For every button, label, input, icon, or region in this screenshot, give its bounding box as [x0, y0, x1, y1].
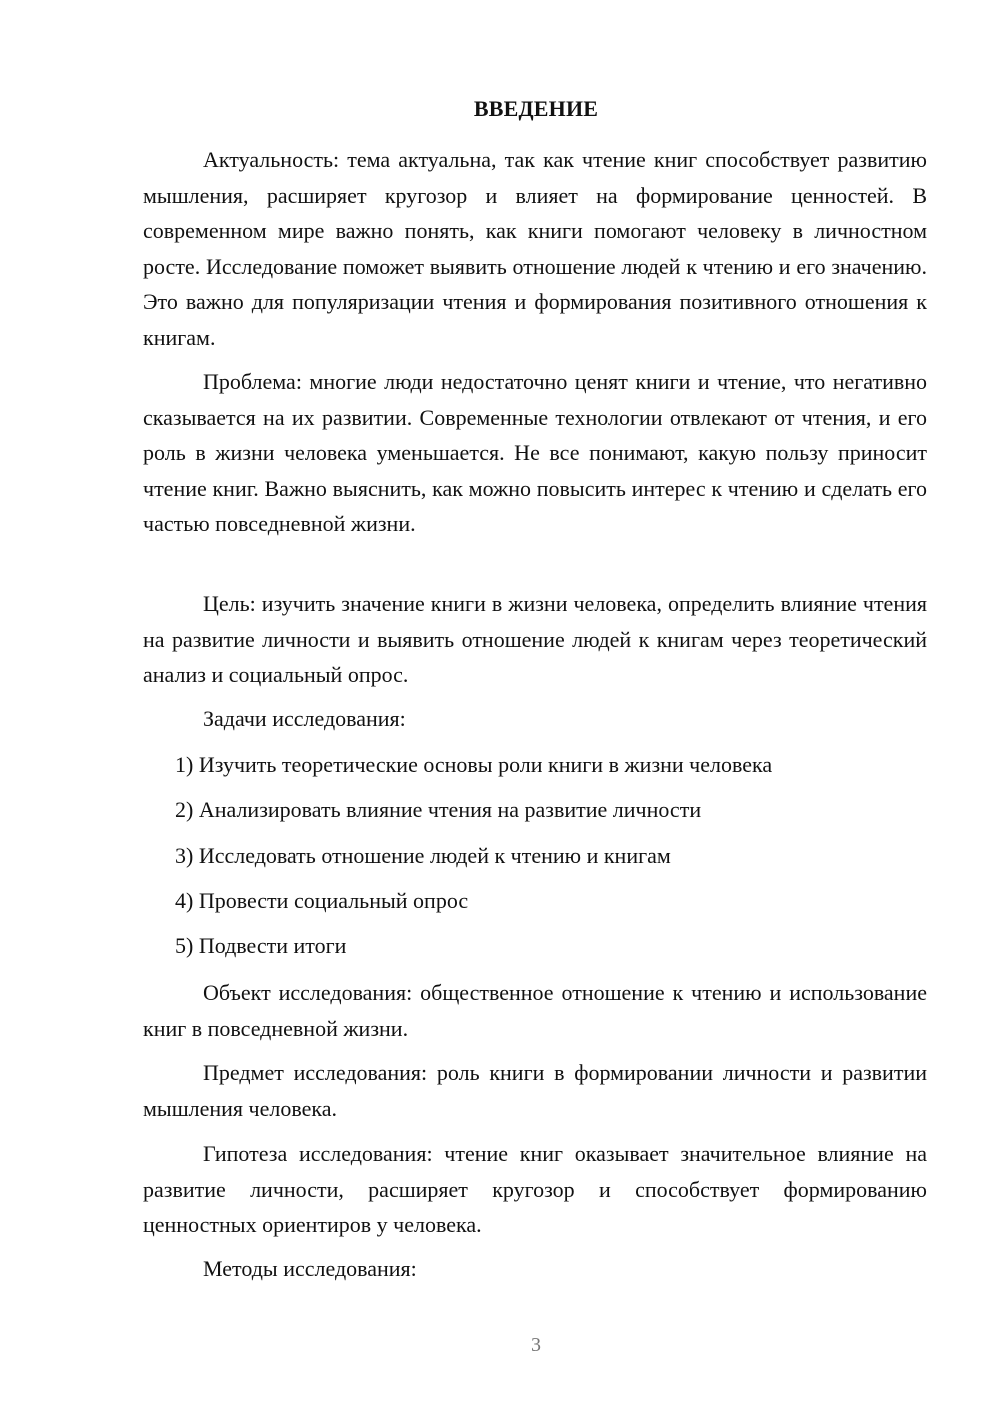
- methods-heading: Методы исследования:: [203, 1256, 417, 1281]
- paragraph-hypothesis: Гипотеза исследования: чтение книг оказывает значительное влияние на развитие личности, расширяет кругозор и способствует формированию ценностных ориентиров у человека.: [143, 1141, 927, 1237]
- tasks-heading: Задачи исследования:: [203, 706, 406, 731]
- page-number: 3: [531, 1334, 541, 1356]
- task-item: 3) Исследовать отношение людей к чтению и книгам: [175, 843, 671, 868]
- paragraph-subject: Предмет исследования: роль книги в формировании личности и развитии мышления человека.: [143, 1060, 927, 1121]
- paragraph-object: Объект исследования: общественное отношение к чтению и использование книг в повседневной жизни.: [143, 980, 927, 1041]
- paragraph-goal: Цель: изучить значение книги в жизни человека, определить влияние чтения на развитие личности и выявить отношение людей к книгам через теоретический анализ и социальный опрос.: [143, 591, 927, 687]
- task-item: 4) Провести социальный опрос: [175, 888, 469, 913]
- task-item: 2) Анализировать влияние чтения на развитие личности: [175, 797, 702, 822]
- page-title: ВВЕДЕНИЕ: [473, 96, 599, 121]
- paragraph-problem: Проблема: многие люди недостаточно ценят книги и чтение, что негативно сказывается на их развитии. Современные технологии отвлекают от чтения, и его роль в жизни человека уменьшается. Не все понимают, какую пользу приносит чтение книг. Важно выяснить, как можно повысить интерес к чтению и сделать его частью повседневной жизни.: [143, 369, 927, 536]
- paragraph-relevance: Актуальность: тема актуальна, так как чтение книг способствует развитию мышления, расширяет кругозор и влияет на формирование ценностей. В современном мире важно понять, как книги помогают человеку в личностном росте. Исследование поможет выявить отношение людей к чтению и его значению. Это важно для популяризации чтения и формирования позитивного отношения к книгам.: [143, 147, 927, 350]
- task-item: 1) Изучить теоретические основы роли книги в жизни человека: [175, 752, 773, 777]
- task-item: 5) Подвести итоги: [175, 933, 347, 958]
